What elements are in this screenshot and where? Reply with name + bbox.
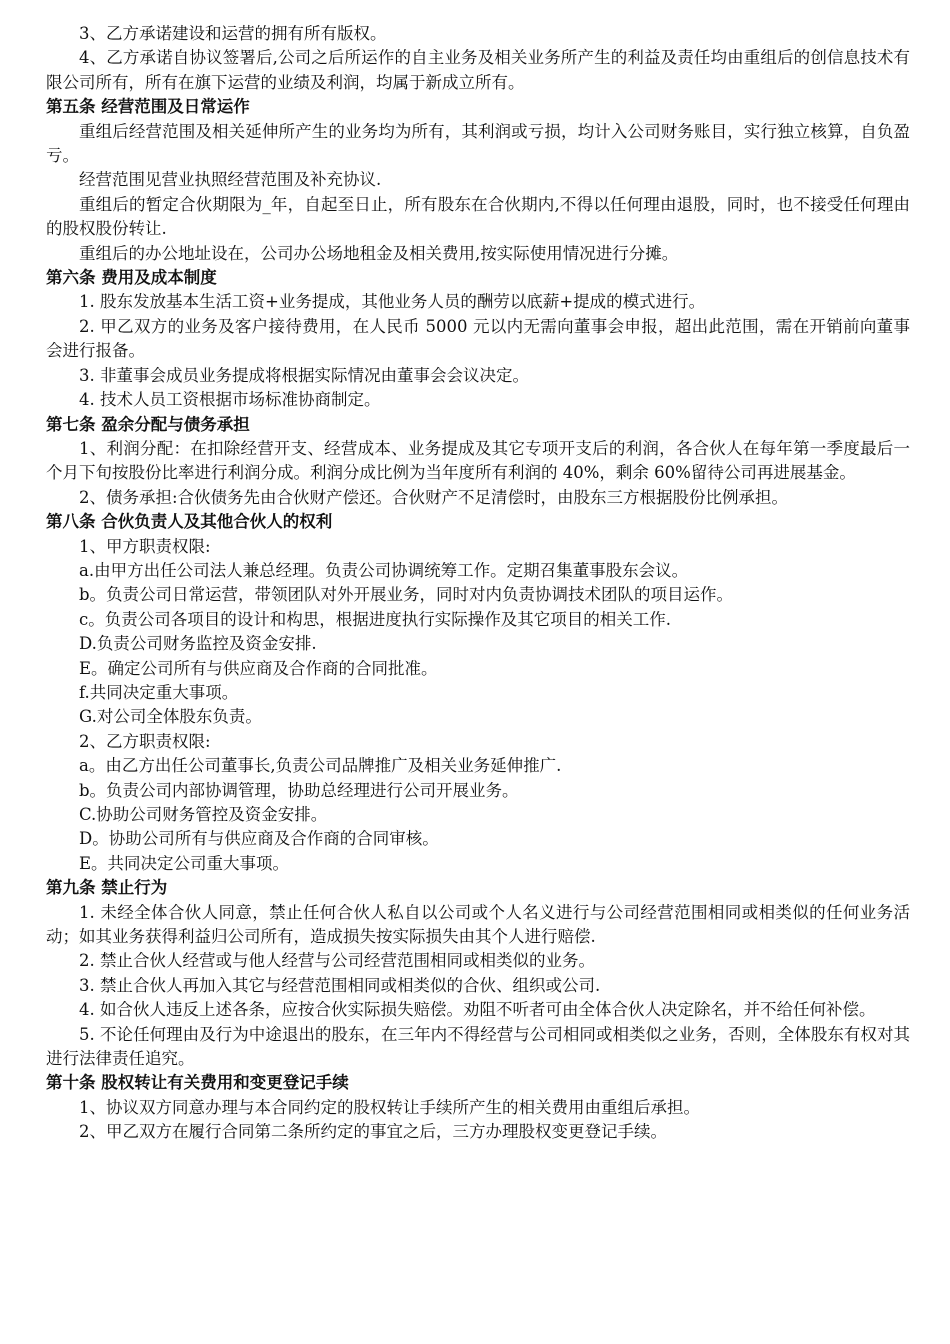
paragraph: 3. 非董事会成员业务提成将根据实际情况由董事会会议决定。 <box>79 365 529 385</box>
paragraph: 2. 甲乙双方的业务及客户接待费用，在人民币 5000 元以内无需向董事会申报，超出此范围，需在开销前向董事会进行报备。 <box>46 316 910 361</box>
paragraph: 3、乙方承诺建设和运营的拥有所有版权。 <box>79 24 387 43</box>
paragraph: 2、乙方职责权限: <box>79 731 211 751</box>
paragraph: 5. 不论任何理由及行为中途退出的股东，在三年内不得经营与公司相同或相类似之业务，否则，全体股东有权对其进行法律责任追究。 <box>46 1024 910 1069</box>
paragraph: 1、甲方职责权限: <box>79 536 211 556</box>
paragraph: G.对公司全体股东负责。 <box>79 707 262 727</box>
paragraph: 重组后的办公地址设在，公司办公场地租金及相关费用,按实际使用情况进行分摊。 <box>79 243 679 263</box>
section-heading: 第八条 合伙负责人及其他合伙人的权利 <box>46 512 333 532</box>
paragraph: 重组后的暂定合伙期限为_年，自起至日止，所有股东在合伙期内,不得以任何理由退股，同时，也不接受任何理由的股权股份转让. <box>46 194 910 239</box>
paragraph: b。负责公司日常运营，带领团队对外开展业务，同时对内负责协调技术团队的项目运作。 <box>79 585 734 605</box>
paragraph: 1、协议双方同意办理与本合同约定的股权转让手续所产生的相关费用由重组后承担。 <box>79 1097 700 1117</box>
paragraph: 4. 如合伙人违反上述各条，应按合伙实际损失赔偿。劝阻不听者可由全体合伙人决定除名，并不给任何补偿。 <box>79 1000 876 1020</box>
section-heading: 第九条 禁止行为 <box>46 878 168 898</box>
paragraph: 1. 股东发放基本生活工资+业务提成，其他业务人员的酬劳以底薪+提成的模式进行。 <box>79 292 706 312</box>
section-heading: 第十条 股权转让有关费用和变更登记手续 <box>46 1073 349 1093</box>
paragraph: 重组后经营范围及相关延伸所产生的业务均为所有，其利润或亏损，均计入公司财务账目，实行独立核算，自负盈亏。 <box>46 121 910 166</box>
paragraph: f.共同决定重大事项。 <box>79 682 239 702</box>
paragraph: a。由乙方出任公司董事长,负责公司品牌推广及相关业务延伸推广. <box>79 756 562 776</box>
paragraph: 4、乙方承诺自协议签署后,公司之后所运作的自主业务及相关业务所产生的利益及责任均由重组后的创信息技术有限公司所有，所有在旗下运营的业绩及利润，均属于新成立所有。 <box>46 48 910 92</box>
paragraph: 4. 技术人员工资根据市场标准协商制定。 <box>79 390 381 410</box>
paragraph: 3. 禁止合伙人再加入其它与经营范围相同或相类似的合伙、组织或公司. <box>79 975 601 995</box>
paragraph: C.协助公司财务管控及资金安排。 <box>79 805 328 824</box>
paragraph: E。确定公司所有与供应商及合作商的合同批准。 <box>79 658 438 678</box>
paragraph: 1. 未经全体合伙人同意，禁止任何合伙人私自以公司或个人名义进行与公司经营范围相同或相类似的任何业务活动；如其业务获得利益归公司所有，造成损失按实际损失由其个人进行赔偿. <box>46 902 910 947</box>
section-heading: 第六条 费用及成本制度 <box>46 268 217 288</box>
paragraph: b。负责公司内部协调管理，协助总经理进行公司开展业务。 <box>79 780 519 800</box>
paragraph: D。协助公司所有与供应商及合作商的合同审核。 <box>79 829 439 849</box>
section-heading: 第七条 盈余分配与债务承担 <box>46 414 250 434</box>
paragraph: 2、债务承担:合伙债务先由合伙财产偿还。合伙财产不足清偿时，由股东三方根据股份比例承担。 <box>79 487 789 507</box>
paragraph: 经营范围见营业执照经营范围及补充协议. <box>79 170 382 190</box>
paragraph: 2、甲乙双方在履行合同第二条所约定的事宜之后，三方办理股权变更登记手续。 <box>79 1122 667 1142</box>
paragraph: a.由甲方出任公司法人兼总经理。负责公司协调统筹工作。定期召集董事股东会议。 <box>79 560 689 580</box>
paragraph: E。共同决定公司重大事项。 <box>79 853 290 873</box>
paragraph: D.负责公司财务监控及资金安排. <box>79 634 317 654</box>
section-heading: 第五条 经营范围及日常运作 <box>46 97 250 117</box>
paragraph: 2. 禁止合伙人经营或与他人经营与公司经营范围相同或相类似的业务。 <box>79 951 595 971</box>
paragraph: 1、利润分配：在扣除经营开支、经营成本、业务提成及其它专项开支后的利润，各合伙人在每年第一季度最后一个月下旬按股份比率进行利润分成。利润分成比例为当年度所有利润的 40%，剩余 60%留待公司再进展基金。 <box>46 438 910 483</box>
paragraph: c。负责公司各项目的设计和构思，根据进度执行实际操作及其它项目的相关工作. <box>79 609 671 629</box>
